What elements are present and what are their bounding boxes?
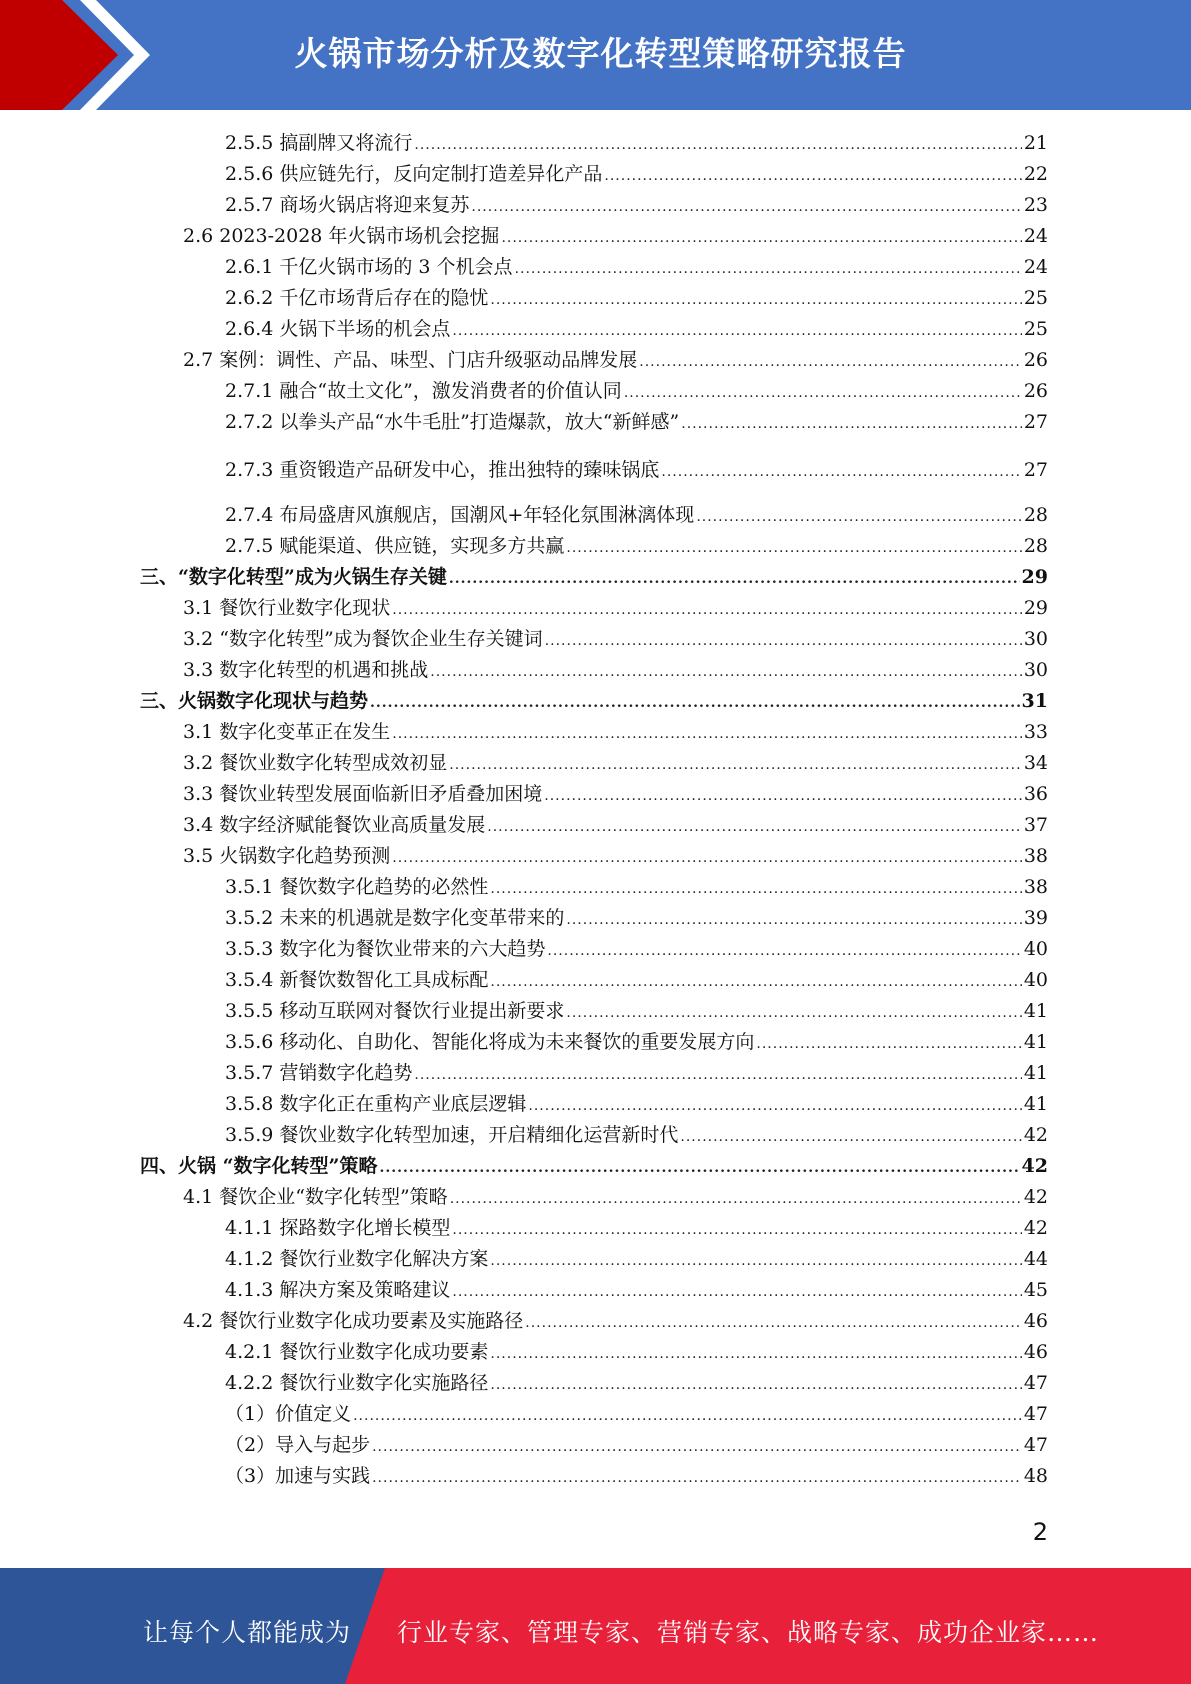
toc-entry[interactable]: [183, 841, 1048, 871]
toc-dot-leader: [545, 626, 1022, 656]
toc-entry-page: 23: [1023, 194, 1048, 216]
page-header: [0, 0, 1191, 110]
toc-entry-title: 3.5.3 数字化为餐饮业带来的六大趋势: [225, 938, 546, 960]
toc-entry-page: 25: [1023, 318, 1048, 340]
toc-entry[interactable]: [183, 221, 1048, 251]
toc-dot-leader: [372, 1432, 1022, 1462]
toc-entry[interactable]: [225, 455, 1048, 485]
toc-dot-leader: [490, 1370, 1021, 1400]
toc-entry-title: 2.6.4 火锅下半场的机会点: [225, 318, 451, 340]
toc-entry-page: 41: [1023, 1062, 1048, 1084]
toc-entry-page: 42: [1023, 1124, 1048, 1146]
toc-dot-leader: [452, 1215, 1021, 1245]
toc-entry[interactable]: [225, 903, 1048, 933]
toc-entry-page: 27: [1023, 459, 1048, 481]
page-footer: [0, 1568, 1191, 1684]
toc-dot-leader: [490, 285, 1021, 315]
toc-entry[interactable]: [183, 655, 1048, 685]
toc-entry-page: 25: [1023, 287, 1048, 309]
toc-dot-leader: [449, 564, 1020, 594]
toc-dot-leader: [414, 130, 1021, 160]
toc-entry-page: 46: [1023, 1310, 1048, 1332]
toc-entry-title: 3.2 餐饮业数字化转型成效初显: [183, 752, 448, 774]
toc-entry-title: 2.7 案例：调性、产品、味型、门店升级驱动品牌发展: [183, 349, 638, 371]
toc-entry-title: 3.5.9 餐饮业数字化转型加速，开启精细化运营新时代: [225, 1124, 679, 1146]
toc-entry[interactable]: [225, 283, 1048, 313]
toc-dot-leader: [414, 1060, 1021, 1090]
toc-entry[interactable]: [225, 1120, 1048, 1150]
toc-entry-title: 4.1 餐饮企业“数字化转型”策略: [183, 1186, 448, 1208]
toc-entry[interactable]: [225, 965, 1048, 995]
toc-entry-page: 42: [1023, 1186, 1048, 1208]
toc-entry-title: 2.7.2 以拳头产品“水牛毛肚”打造爆款，放大“新鲜感”: [225, 411, 680, 433]
toc-entry-title: 2.6 2023-2028 年火锅市场机会挖掘: [183, 225, 500, 247]
toc-entry[interactable]: [183, 1182, 1048, 1212]
toc-dot-leader: [566, 905, 1021, 935]
toc-entry-title: 3.5.4 新餐饮数智化工具成标配: [225, 969, 489, 991]
toc-entry[interactable]: [225, 1399, 1048, 1429]
toc-entry-page: 26: [1023, 349, 1048, 371]
toc-entry-page: 40: [1023, 938, 1048, 960]
toc-entry-title: 4.2.1 餐饮行业数字化成功要素: [225, 1341, 489, 1363]
toc-dot-leader: [639, 347, 1022, 377]
toc-entry-page: 48: [1023, 1465, 1048, 1487]
toc-dot-leader: [449, 750, 1022, 780]
toc-dot-leader: [487, 812, 1022, 842]
toc-entry-page: 24: [1023, 256, 1048, 278]
toc-entry-title: 3.5.5 移动互联网对餐饮行业提出新要求: [225, 1000, 565, 1022]
toc-dot-leader: [756, 1029, 1021, 1059]
toc-entry-title: 2.5.6 供应链先行，反向定制打造差异化产品: [225, 163, 603, 185]
toc-dot-leader: [471, 192, 1021, 222]
toc-entry-title: 3.5.1 餐饮数字化趋势的必然性: [225, 876, 489, 898]
toc-entry-title: 四、火锅 “数字化转型”策略: [140, 1155, 378, 1177]
toc-dot-leader: [392, 843, 1022, 873]
toc-dot-leader: [353, 1401, 1022, 1431]
toc-entry-title: 2.6.2 千亿市场背后存在的隐忧: [225, 287, 489, 309]
toc-dot-leader: [379, 1153, 1019, 1183]
toc-entry-page: 30: [1023, 628, 1048, 650]
footer-slogan-right: 行业专家、管理专家、营销专家、战略专家、成功企业家……: [397, 1618, 1100, 1647]
toc-entry-page: 47: [1023, 1403, 1048, 1425]
toc-entry[interactable]: [225, 1213, 1048, 1243]
toc-entry[interactable]: [225, 1461, 1048, 1491]
toc-entry[interactable]: [225, 314, 1048, 344]
toc-entry-page: 37: [1023, 814, 1048, 836]
toc-entry[interactable]: [225, 1089, 1048, 1119]
toc-entry[interactable]: [183, 748, 1048, 778]
toc-entry[interactable]: [225, 376, 1048, 406]
report-title: 火锅市场分析及数字化转型策略研究报告: [294, 34, 907, 73]
toc-dot-leader: [681, 409, 1022, 439]
toc-entry[interactable]: [183, 345, 1048, 375]
toc-entry-title: 4.2 餐饮行业数字化成功要素及实施路径: [183, 1310, 524, 1332]
toc-entry[interactable]: [225, 1368, 1048, 1398]
toc-entry-title: 3.5.7 营销数字化趋势: [225, 1062, 413, 1084]
toc-dot-leader: [604, 161, 1021, 191]
toc-entry[interactable]: [225, 252, 1048, 282]
toc-dot-leader: [392, 595, 1022, 625]
toc-entry-title: 3.5.6 移动化、自助化、智能化将成为未来餐饮的重要发展方向: [225, 1031, 755, 1053]
toc-entry-page: 39: [1023, 907, 1048, 929]
toc-dot-leader: [547, 936, 1021, 966]
toc-entry-page: 38: [1023, 845, 1048, 867]
toc-entry-title: 三、“数字化转型”成为火锅生存关键: [140, 566, 447, 588]
toc-dot-leader: [528, 1091, 1021, 1121]
toc-entry-page: 38: [1023, 876, 1048, 898]
toc-entry[interactable]: [183, 779, 1048, 809]
toc-entry-page: 42: [1023, 1217, 1048, 1239]
toc-entry-page: 30: [1023, 659, 1048, 681]
toc-entry-page: 29: [1021, 566, 1048, 588]
toc-entry-page: 40: [1023, 969, 1048, 991]
toc-entry-title: 3.5.2 未来的机遇就是数字化变革带来的: [225, 907, 565, 929]
toc-entry-title: （3）加速与实践: [225, 1465, 371, 1487]
toc-entry[interactable]: [225, 190, 1048, 220]
toc-entry[interactable]: [225, 500, 1048, 530]
toc-entry-title: 3.1 数字化变革正在发生: [183, 721, 391, 743]
toc-dot-leader: [624, 378, 1022, 408]
toc-entry-title: 3.5 火锅数字化趋势预测: [183, 845, 391, 867]
toc-entry-page: 26: [1023, 380, 1048, 402]
toc-entry-title: 3.3 餐饮业转型发展面临新旧矛盾叠加困境: [183, 783, 543, 805]
toc-entry[interactable]: [225, 996, 1048, 1026]
toc-dot-leader: [370, 688, 1020, 718]
toc-dot-leader: [372, 1463, 1022, 1493]
page-number: 2: [1032, 1518, 1048, 1546]
toc-dot-leader: [490, 1246, 1021, 1276]
toc-dot-leader: [490, 967, 1021, 997]
toc-entry[interactable]: [225, 1275, 1048, 1305]
toc-entry-page: 47: [1023, 1372, 1048, 1394]
toc-dot-leader: [392, 719, 1022, 749]
toc-entry-title: 3.4 数字经济赋能餐饮业高质量发展: [183, 814, 486, 836]
toc-entry-page: 28: [1023, 504, 1048, 526]
toc-entry-title: 2.6.1 千亿火锅市场的 3 个机会点: [225, 256, 513, 278]
toc-entry-title: （1）价值定义: [225, 1403, 352, 1425]
toc-entry[interactable]: [225, 1430, 1048, 1460]
toc-entry-title: （2）导入与起步: [225, 1434, 371, 1456]
toc-entry[interactable]: [225, 128, 1048, 158]
toc-entry-page: 47: [1023, 1434, 1048, 1456]
toc-entry-title: 3.1 餐饮行业数字化现状: [183, 597, 391, 619]
toc-entry-page: 22: [1023, 163, 1048, 185]
toc-entry-title: 2.5.7 商场火锅店将迎来复苏: [225, 194, 470, 216]
toc-entry-title: 2.5.5 搞副牌又将流行: [225, 132, 413, 154]
toc-entry[interactable]: [183, 810, 1048, 840]
toc-entry-page: 41: [1023, 1031, 1048, 1053]
toc-dot-leader: [544, 781, 1022, 811]
toc-entry-page: 45: [1023, 1279, 1048, 1301]
toc-entry-page: 46: [1023, 1341, 1048, 1363]
toc-entry-title: 2.7.3 重资锻造产品研发中心，推出独特的臻味锅底: [225, 459, 660, 481]
toc-entry[interactable]: [225, 531, 1048, 561]
toc-entry[interactable]: [225, 1337, 1048, 1367]
toc-entry-title: 2.7.1 融合“故土文化”，激发消费者的价值认同: [225, 380, 622, 402]
toc-entry-page: 41: [1023, 1000, 1048, 1022]
toc-entry-title: 4.1.2 餐饮行业数字化解决方案: [225, 1248, 489, 1270]
toc-entry-page: 41: [1023, 1093, 1048, 1115]
toc-entry-title: 2.7.4 布局盛唐风旗舰店，国潮风+年轻化氛围淋漓体现: [225, 504, 695, 526]
toc-entry-page: 44: [1023, 1248, 1048, 1270]
toc-entry-page: 21: [1023, 132, 1048, 154]
toc-dot-leader: [501, 223, 1021, 253]
toc-entry-title: 3.2 “数字化转型”成为餐饮企业生存关键词: [183, 628, 543, 650]
toc-dot-leader: [490, 874, 1021, 904]
toc-entry[interactable]: [225, 1027, 1048, 1057]
toc-dot-leader: [566, 998, 1021, 1028]
toc-entry[interactable]: [140, 686, 1048, 716]
toc-dot-leader: [450, 1184, 1022, 1214]
toc-entry[interactable]: [225, 934, 1048, 964]
toc-dot-leader: [661, 457, 1021, 487]
toc-entry[interactable]: [183, 593, 1048, 623]
toc-entry-title: 3.5.8 数字化正在重构产业底层逻辑: [225, 1093, 527, 1115]
toc-entry-page: 36: [1023, 783, 1048, 805]
toc-entry[interactable]: [183, 717, 1048, 747]
toc-entry[interactable]: [225, 159, 1048, 189]
toc-entry-page: 33: [1023, 721, 1048, 743]
toc-dot-leader: [452, 1277, 1021, 1307]
toc-entry-page: 42: [1021, 1155, 1048, 1177]
toc-dot-leader: [430, 657, 1022, 687]
toc-dot-leader: [490, 1339, 1021, 1369]
toc-entry-page: 24: [1023, 225, 1048, 247]
toc-entry-title: 三、火锅数字化现状与趋势: [140, 690, 369, 712]
toc-dot-leader: [680, 1122, 1021, 1152]
toc-entry-title: 4.1.1 探路数字化增长模型: [225, 1217, 451, 1239]
toc-entry-title: 2.7.5 赋能渠道、供应链，实现多方共赢: [225, 535, 565, 557]
footer-slogan-left: 让每个人都能成为: [143, 1618, 352, 1647]
toc-dot-leader: [696, 502, 1022, 532]
toc-entry[interactable]: [140, 562, 1048, 592]
toc-entry[interactable]: [140, 1151, 1048, 1181]
toc-entry-page: 34: [1023, 752, 1048, 774]
toc-entry[interactable]: [183, 624, 1048, 654]
toc-entry[interactable]: [183, 1306, 1048, 1336]
toc-entry[interactable]: [225, 1058, 1048, 1088]
toc-entry[interactable]: [225, 872, 1048, 902]
toc-entry-page: 31: [1021, 690, 1048, 712]
toc-dot-leader: [452, 316, 1021, 346]
toc-entry-title: 3.3 数字化转型的机遇和挑战: [183, 659, 429, 681]
toc-dot-leader: [525, 1308, 1022, 1338]
toc-entry-page: 28: [1023, 535, 1048, 557]
toc-entry-title: 4.1.3 解决方案及策略建议: [225, 1279, 451, 1301]
toc-entry-page: 29: [1023, 597, 1048, 619]
toc-entry[interactable]: [225, 1244, 1048, 1274]
toc-entry-title: 4.2.2 餐饮行业数字化实施路径: [225, 1372, 489, 1394]
toc-dot-leader: [515, 254, 1022, 284]
toc-entry-page: 27: [1023, 411, 1048, 433]
toc-dot-leader: [566, 533, 1021, 563]
toc-entry[interactable]: [225, 407, 1048, 437]
